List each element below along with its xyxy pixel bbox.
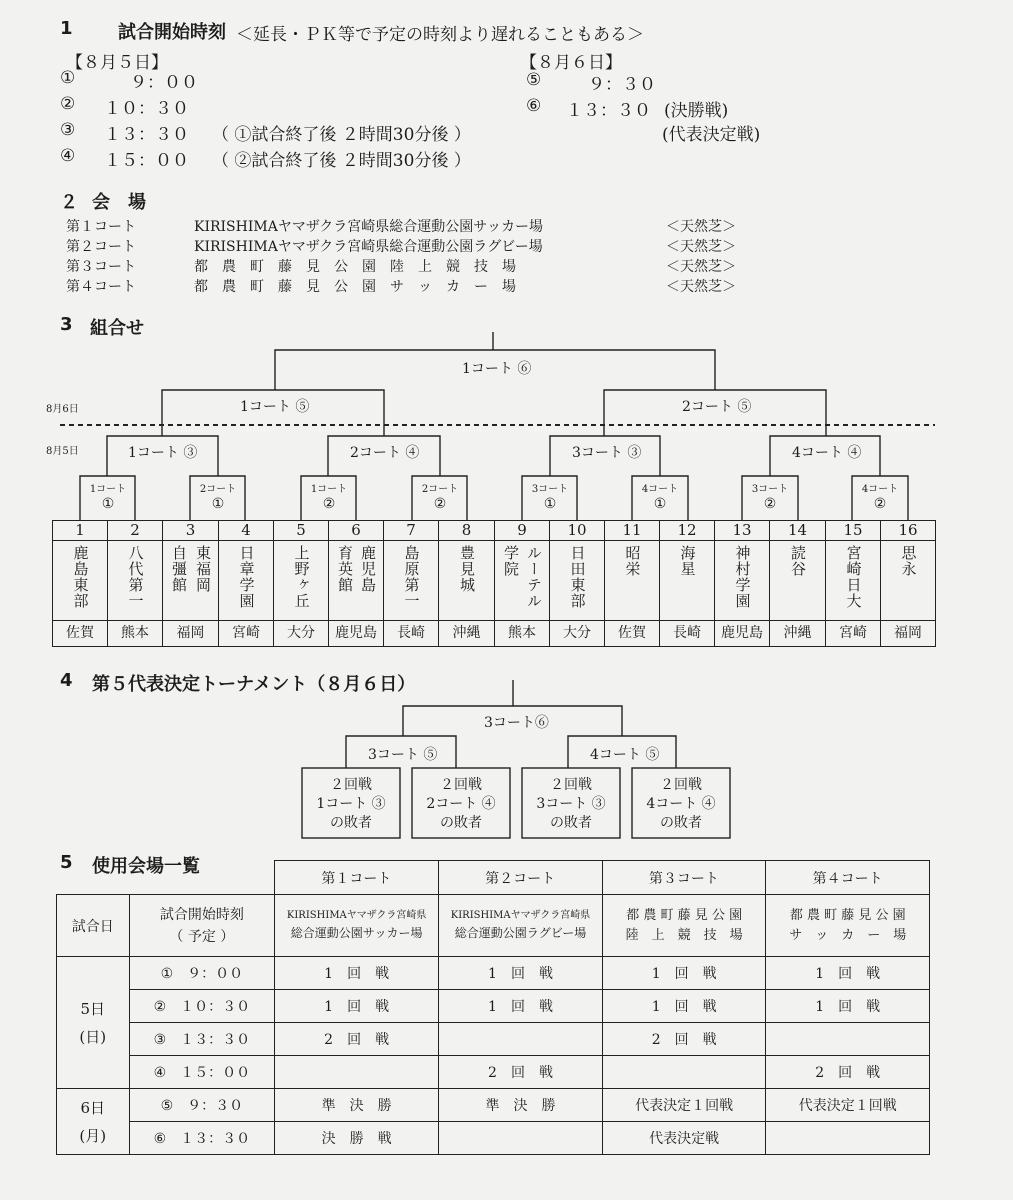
sec5-title: 使用会場一覧: [92, 856, 200, 877]
r1-7: 3コート ②: [751, 484, 789, 512]
r1-c3: 1 回 戦: [602, 957, 766, 990]
r5-c2: 準 決 勝: [439, 1089, 603, 1122]
d2-time-1: １３：３０: [566, 101, 651, 121]
r5-c3: 代表決定１回戦: [602, 1089, 766, 1122]
playoff-box-4: ２回戦 4コート ④ の敗者: [646, 777, 716, 831]
team-number-cell: 12: [659, 520, 715, 541]
r1-c2: 1 回 戦: [439, 957, 603, 990]
team-number-cell: 16: [880, 520, 936, 541]
team-number-cell: 10: [549, 520, 605, 541]
court-head-2: 第２コート: [438, 861, 602, 895]
sec5-number: 5: [60, 852, 73, 873]
court-1-turf: ＜天然芝＞: [666, 219, 736, 235]
court-header-table: [274, 860, 930, 895]
team-number-cell: 1: [52, 520, 108, 541]
time-row-3: ③ １３：３０: [129, 1023, 275, 1056]
team-pref-cell: 鹿児島: [714, 620, 770, 647]
team-name: 東福岡: [194, 545, 212, 593]
date-aug5: 8月5日: [46, 446, 79, 457]
d1-no-1: ②: [60, 94, 76, 114]
time-row-6: ⑥ １３：３０: [129, 1122, 275, 1155]
team-name: 上野ヶ丘: [292, 545, 311, 609]
d2-time-0: ９：３０: [588, 75, 656, 95]
playoff-semi-2: 4コート ⑤: [590, 747, 660, 763]
team-number-cell: 6: [328, 520, 384, 541]
team-pref-cell: 熊本: [107, 620, 163, 647]
playoff-box-2: ２回戦 2コート ④ の敗者: [426, 777, 496, 831]
team-name: 日田東部: [568, 545, 587, 609]
team-name: 海星: [678, 545, 697, 577]
venue-4: 都 農 町 藤 見 公 園 サ ッ カ ー 場: [766, 895, 930, 957]
day5-cell: 5日 (日): [57, 957, 130, 1089]
team-pref-cell: 佐賀: [604, 620, 660, 647]
r3-c1: 2 回 戦: [275, 1023, 439, 1056]
team-number-cell: 9: [494, 520, 550, 541]
team-pref-cell: 福岡: [880, 620, 936, 647]
r2-c4: 1 回 戦: [766, 990, 930, 1023]
team-name-2: 育英館: [336, 545, 354, 593]
team-name: 島原第一: [402, 545, 421, 609]
d2-no-0: ⑤: [526, 70, 542, 90]
semi-2-label: 2コート ⑤: [682, 399, 752, 415]
sec1-note: ＜延長・ＰＫ等で予定の時刻より遅れることもある＞: [236, 25, 644, 45]
r2-3-label: 3コート ③: [572, 445, 642, 461]
r3-c2: [439, 1023, 603, 1056]
court-3-venue: 都 農 町 藤 見 公 園 陸 上 競 技 場: [194, 259, 516, 275]
court-2-label: 第２コート: [66, 239, 136, 255]
team-pref-cell: 福岡: [162, 620, 219, 647]
d1-note-3: （ ②試合終了後 ２時間30分後 ）: [212, 151, 471, 171]
r2-c1: 1 回 戦: [275, 990, 439, 1023]
team-pref-cell: 熊本: [494, 620, 550, 647]
team-number-cell: 4: [218, 520, 274, 541]
team-pref-cell: 長崎: [383, 620, 439, 647]
team-name: 鹿島東部: [71, 545, 90, 609]
sec3-title: 組合せ: [90, 318, 144, 339]
day6-cell: 6日 (月): [57, 1089, 130, 1155]
d1-time-0: ９：００: [130, 73, 198, 93]
sec1-number: 1: [60, 18, 73, 39]
r2-1-label: 1コート ③: [128, 445, 198, 461]
court-head-3: 第３コート: [602, 861, 766, 895]
r6-c4: [766, 1122, 930, 1155]
playoff-final-label: 3コート⑥: [484, 715, 549, 731]
team-pref-cell: 佐賀: [52, 620, 108, 647]
court-3-label: 第３コート: [66, 259, 136, 275]
team-pref-cell: 大分: [273, 620, 329, 647]
r2-4-label: 4コート ④: [792, 445, 862, 461]
team-pref-cell: 鹿児島: [328, 620, 384, 647]
venue-table: [56, 894, 930, 1155]
r3-c4: [766, 1023, 930, 1056]
semi-1-label: 1コート ⑤: [240, 399, 310, 415]
r2-2-label: 2コート ④: [350, 445, 420, 461]
r1-3: 1コート ②: [310, 484, 348, 512]
team-number-cell: 8: [438, 520, 495, 541]
team-pref-cell: 宮崎: [218, 620, 274, 647]
r1-5: 3コート ①: [531, 484, 569, 512]
team-number-cell: 11: [604, 520, 660, 541]
playoff-semi-1: 3コート ⑤: [368, 747, 438, 763]
team-number-cell: 3: [162, 520, 219, 541]
team-number-cell: 2: [107, 520, 163, 541]
r2-c3: 1 回 戦: [602, 990, 766, 1023]
r4-c3: [602, 1056, 766, 1089]
r4-c2: 2 回 戦: [439, 1056, 603, 1089]
date-aug6: 8月6日: [46, 404, 79, 415]
court-4-label: 第４コート: [66, 279, 136, 295]
team-name: 読谷: [789, 545, 807, 577]
team-pref-cell: 沖縄: [769, 620, 826, 647]
team-name: 宮崎日大: [844, 545, 863, 609]
court-1-label: 第１コート: [66, 219, 136, 235]
d1-time-1: １０：３０: [104, 99, 189, 119]
team-pref-cell: 宮崎: [825, 620, 881, 647]
court-3-turf: ＜天然芝＞: [666, 259, 736, 275]
r5-c1: 準 決 勝: [275, 1089, 439, 1122]
sec1-title: 試合開始時刻: [118, 22, 226, 43]
col-day-head: 試合日: [57, 895, 130, 957]
r4-c4: 2 回 戦: [766, 1056, 930, 1089]
team-name-2: 自彊館: [170, 545, 188, 593]
r6-c1: 決 勝 戦: [275, 1122, 439, 1155]
team-name-2: 学院: [502, 545, 520, 577]
team-pref-cell: 沖縄: [438, 620, 495, 647]
sec3-number: 3: [60, 314, 73, 335]
r1-6: 4コート ①: [641, 484, 679, 512]
d1-time-3: １５：００: [104, 151, 189, 171]
col-time-head: 試合開始時刻 （ 予定 ）: [129, 895, 275, 957]
venue-2: KIRISHIMAヤマザクラ宮崎県 総合運動公園ラグビー場: [439, 895, 603, 957]
d1-time-2: １３：３０: [104, 125, 189, 145]
d1-no-0: ①: [60, 68, 76, 88]
court-head-4: 第４コート: [766, 861, 930, 895]
r1-c1: 1 回 戦: [275, 957, 439, 990]
r5-c4: 代表決定１回戦: [766, 1089, 930, 1122]
day2-header: 【８月６日】: [520, 53, 622, 73]
playoff-box-3: ２回戦 3コート ③ の敗者: [536, 777, 606, 831]
time-row-5: ⑤ ９：３０: [129, 1089, 275, 1122]
sec4-number: 4: [60, 670, 73, 691]
r1-2: 2コート ①: [199, 484, 237, 512]
venue-1: KIRISHIMAヤマザクラ宮崎県 総合運動公園サッカー場: [275, 895, 439, 957]
day1-header: 【８月５日】: [66, 53, 168, 73]
r1-1: 1コート ①: [89, 484, 127, 512]
d1-no-3: ④: [60, 146, 76, 166]
r1-8: 4コート ②: [861, 484, 899, 512]
sec4-title: 第５代表決定トーナメント（８月６日）: [92, 674, 416, 695]
team-name: 神村学園: [733, 545, 752, 609]
sec2-title: 会 場: [92, 192, 146, 213]
team-pref-cell: 長崎: [659, 620, 715, 647]
team-name: ルーテル: [525, 545, 543, 609]
r6-c2: [439, 1122, 603, 1155]
court-2-turf: ＜天然芝＞: [666, 239, 736, 255]
court-4-turf: ＜天然芝＞: [666, 279, 736, 295]
team-name: 鹿児島: [359, 545, 377, 593]
team-name: 昭栄: [623, 545, 642, 577]
team-number-cell: 13: [714, 520, 770, 541]
final-label: 1コート ⑥: [462, 361, 532, 377]
team-number-cell: 5: [273, 520, 329, 541]
team-number-cell: 14: [769, 520, 826, 541]
r4-c1: [275, 1056, 439, 1089]
r2-c2: 1 回 戦: [439, 990, 603, 1023]
team-number-cell: 7: [383, 520, 439, 541]
d1-no-2: ③: [60, 120, 76, 140]
venue-3: 都 農 町 藤 見 公 園 陸 上 競 技 場: [602, 895, 766, 957]
time-row-4: ④ １５：００: [129, 1056, 275, 1089]
d2-no-1: ⑥: [526, 96, 542, 116]
team-name: 豊見城: [458, 545, 476, 593]
time-row-2: ② １０：３０: [129, 990, 275, 1023]
court-head-1: 第１コート: [275, 861, 439, 895]
team-number-cell: 15: [825, 520, 881, 541]
team-name: 思永: [899, 545, 918, 577]
playoff-box-1: ２回戦 1コート ③ の敗者: [316, 777, 386, 831]
team-name: 日章学園: [237, 545, 256, 609]
r3-c3: 2 回 戦: [602, 1023, 766, 1056]
time-row-1: ① ９：００: [129, 957, 275, 990]
d1-note-2: （ ①試合終了後 ２時間30分後 ）: [212, 125, 471, 145]
r1-4: 2コート ②: [421, 484, 459, 512]
d2-note-1: (決勝戦): [664, 101, 729, 121]
team-pref-cell: 大分: [549, 620, 605, 647]
r6-c3: 代表決定戦: [602, 1122, 766, 1155]
team-name: 八代第一: [126, 545, 145, 609]
court-2-venue: KIRISHIMAヤマザクラ宮崎県総合運動公園ラグビー場: [194, 239, 543, 255]
court-4-venue: 都 農 町 藤 見 公 園 サ ッ カ ー 場: [194, 279, 516, 295]
court-1-venue: KIRISHIMAヤマザクラ宮崎県総合運動公園サッカー場: [194, 219, 543, 235]
sec2-number: ２: [60, 192, 78, 213]
r1-c4: 1 回 戦: [766, 957, 930, 990]
d2-extra: (代表決定戦): [662, 125, 761, 145]
